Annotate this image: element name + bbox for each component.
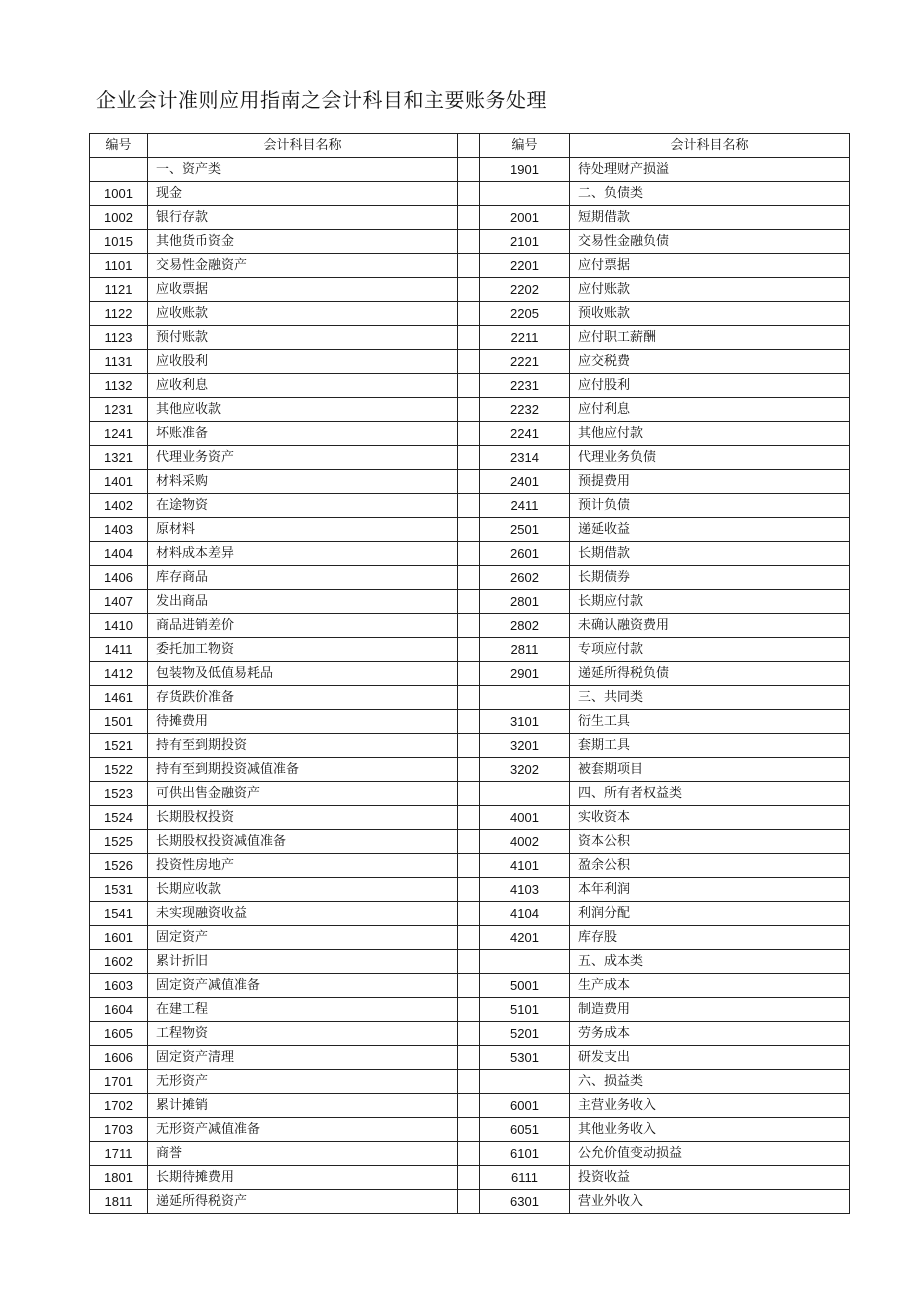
account-code-right: 2601 bbox=[480, 542, 570, 566]
account-code-left: 1801 bbox=[90, 1166, 148, 1190]
gap-cell bbox=[458, 1118, 480, 1142]
account-name-right: 被套期项目 bbox=[570, 758, 850, 782]
table-body bbox=[90, 158, 850, 1214]
header-code-right: 编号 bbox=[480, 134, 570, 158]
table-row bbox=[90, 302, 850, 326]
account-name-right: 短期借款 bbox=[570, 206, 850, 230]
account-code-left: 1241 bbox=[90, 422, 148, 446]
account-name-right: 预提费用 bbox=[570, 470, 850, 494]
account-code-right: 5201 bbox=[480, 1022, 570, 1046]
account-code-right: 6051 bbox=[480, 1118, 570, 1142]
table-row bbox=[90, 734, 850, 758]
account-name-left: 应收利息 bbox=[148, 374, 458, 398]
account-name-right: 资本公积 bbox=[570, 830, 850, 854]
account-name-right: 长期债券 bbox=[570, 566, 850, 590]
account-code-left: 1601 bbox=[90, 926, 148, 950]
table-row bbox=[90, 1046, 850, 1070]
account-code-left: 1321 bbox=[90, 446, 148, 470]
gap-cell bbox=[458, 638, 480, 662]
account-name-left: 长期待摊费用 bbox=[148, 1166, 458, 1190]
account-name-left: 在途物资 bbox=[148, 494, 458, 518]
account-name-left: 现金 bbox=[148, 182, 458, 206]
table-row bbox=[90, 518, 850, 542]
table-row bbox=[90, 542, 850, 566]
table-row bbox=[90, 902, 850, 926]
gap-cell bbox=[458, 278, 480, 302]
account-code-left: 1122 bbox=[90, 302, 148, 326]
gap-cell bbox=[458, 1142, 480, 1166]
account-code-left: 1411 bbox=[90, 638, 148, 662]
account-name-right: 二、负债类 bbox=[570, 182, 850, 206]
table-row bbox=[90, 806, 850, 830]
account-name-right: 应付账款 bbox=[570, 278, 850, 302]
gap-cell bbox=[458, 758, 480, 782]
header-code-left: 编号 bbox=[90, 134, 148, 158]
account-name-right: 应付票据 bbox=[570, 254, 850, 278]
account-name-left: 工程物资 bbox=[148, 1022, 458, 1046]
account-name-right: 主营业务收入 bbox=[570, 1094, 850, 1118]
account-code-left: 1711 bbox=[90, 1142, 148, 1166]
gap-cell bbox=[458, 518, 480, 542]
account-code-left: 1231 bbox=[90, 398, 148, 422]
account-code-right: 4201 bbox=[480, 926, 570, 950]
gap-cell bbox=[458, 350, 480, 374]
account-name-right: 待处理财产损溢 bbox=[570, 158, 850, 182]
gap-cell bbox=[458, 998, 480, 1022]
table-row bbox=[90, 614, 850, 638]
account-name-left: 应收账款 bbox=[148, 302, 458, 326]
account-code-right: 2314 bbox=[480, 446, 570, 470]
gap-cell bbox=[458, 782, 480, 806]
gap-cell bbox=[458, 566, 480, 590]
account-code-right: 4103 bbox=[480, 878, 570, 902]
gap-cell bbox=[458, 206, 480, 230]
account-name-right: 应交税费 bbox=[570, 350, 850, 374]
account-code-right: 2202 bbox=[480, 278, 570, 302]
account-code-right bbox=[480, 182, 570, 206]
table-row bbox=[90, 1166, 850, 1190]
table-row bbox=[90, 1070, 850, 1094]
account-code-right: 4101 bbox=[480, 854, 570, 878]
account-code-left: 1123 bbox=[90, 326, 148, 350]
gap-cell bbox=[458, 1022, 480, 1046]
account-name-right: 递延收益 bbox=[570, 518, 850, 542]
account-code-right: 6101 bbox=[480, 1142, 570, 1166]
gap-cell bbox=[458, 326, 480, 350]
account-name-left: 商誉 bbox=[148, 1142, 458, 1166]
account-code-right: 2802 bbox=[480, 614, 570, 638]
account-name-left: 无形资产减值准备 bbox=[148, 1118, 458, 1142]
account-code-right: 2801 bbox=[480, 590, 570, 614]
account-name-right: 公允价值变动损益 bbox=[570, 1142, 850, 1166]
gap-cell bbox=[458, 1190, 480, 1214]
account-name-left: 固定资产减值准备 bbox=[148, 974, 458, 998]
account-name-right: 交易性金融负债 bbox=[570, 230, 850, 254]
account-code-right: 4002 bbox=[480, 830, 570, 854]
table-row bbox=[90, 590, 850, 614]
account-code-right: 6001 bbox=[480, 1094, 570, 1118]
account-name-right: 四、所有者权益类 bbox=[570, 782, 850, 806]
account-name-right: 套期工具 bbox=[570, 734, 850, 758]
account-code-right: 6301 bbox=[480, 1190, 570, 1214]
account-name-left: 包装物及低值易耗品 bbox=[148, 662, 458, 686]
header-name-right: 会计科目名称 bbox=[570, 134, 850, 158]
table-row bbox=[90, 1190, 850, 1214]
account-code-right: 2001 bbox=[480, 206, 570, 230]
account-name-right: 应付股利 bbox=[570, 374, 850, 398]
account-code-right: 3201 bbox=[480, 734, 570, 758]
gap-cell bbox=[458, 926, 480, 950]
account-code-right: 2232 bbox=[480, 398, 570, 422]
account-name-left: 委托加工物资 bbox=[148, 638, 458, 662]
table-row bbox=[90, 470, 850, 494]
account-name-right: 代理业务负债 bbox=[570, 446, 850, 470]
account-code-right: 4001 bbox=[480, 806, 570, 830]
account-name-left: 应收票据 bbox=[148, 278, 458, 302]
table-row bbox=[90, 446, 850, 470]
gap-cell bbox=[458, 1094, 480, 1118]
account-name-right: 递延所得税负债 bbox=[570, 662, 850, 686]
gap-cell bbox=[458, 374, 480, 398]
gap-cell bbox=[458, 590, 480, 614]
account-name-right: 投资收益 bbox=[570, 1166, 850, 1190]
account-code-left: 1701 bbox=[90, 1070, 148, 1094]
gap-cell bbox=[458, 158, 480, 182]
account-name-right: 六、损益类 bbox=[570, 1070, 850, 1094]
account-name-right: 盈余公积 bbox=[570, 854, 850, 878]
gap-cell bbox=[458, 830, 480, 854]
account-name-right: 其他应付款 bbox=[570, 422, 850, 446]
table-row bbox=[90, 710, 850, 734]
gap-cell bbox=[458, 614, 480, 638]
table-row bbox=[90, 878, 850, 902]
gap-cell bbox=[458, 854, 480, 878]
account-code-left bbox=[90, 158, 148, 182]
table-row bbox=[90, 926, 850, 950]
account-code-right: 2101 bbox=[480, 230, 570, 254]
table-row bbox=[90, 566, 850, 590]
account-name-right: 制造费用 bbox=[570, 998, 850, 1022]
gap-cell bbox=[458, 422, 480, 446]
gap-cell bbox=[458, 230, 480, 254]
account-name-left: 坏账准备 bbox=[148, 422, 458, 446]
account-code-left: 1132 bbox=[90, 374, 148, 398]
account-name-left: 可供出售金融资产 bbox=[148, 782, 458, 806]
account-name-right: 利润分配 bbox=[570, 902, 850, 926]
table-row bbox=[90, 758, 850, 782]
gap-cell bbox=[458, 950, 480, 974]
account-code-left: 1501 bbox=[90, 710, 148, 734]
account-name-right: 劳务成本 bbox=[570, 1022, 850, 1046]
gap-cell bbox=[458, 542, 480, 566]
account-code-left: 1524 bbox=[90, 806, 148, 830]
account-name-left: 待摊费用 bbox=[148, 710, 458, 734]
account-code-left: 1541 bbox=[90, 902, 148, 926]
account-code-left: 1101 bbox=[90, 254, 148, 278]
account-name-right: 三、共同类 bbox=[570, 686, 850, 710]
table-row bbox=[90, 638, 850, 662]
account-code-right: 2201 bbox=[480, 254, 570, 278]
account-name-right: 长期借款 bbox=[570, 542, 850, 566]
account-name-right: 预计负债 bbox=[570, 494, 850, 518]
table-row bbox=[90, 230, 850, 254]
account-code-left: 1402 bbox=[90, 494, 148, 518]
account-name-right: 营业外收入 bbox=[570, 1190, 850, 1214]
document-title: 企业会计准则应用指南之会计科目和主要账务处理 bbox=[96, 88, 547, 112]
account-code-left: 1606 bbox=[90, 1046, 148, 1070]
account-code-left: 1002 bbox=[90, 206, 148, 230]
account-code-right: 2221 bbox=[480, 350, 570, 374]
account-name-right: 其他业务收入 bbox=[570, 1118, 850, 1142]
account-name-right: 长期应付款 bbox=[570, 590, 850, 614]
table-row bbox=[90, 1022, 850, 1046]
table-row bbox=[90, 422, 850, 446]
account-name-right: 库存股 bbox=[570, 926, 850, 950]
table-row bbox=[90, 350, 850, 374]
account-name-left: 代理业务资产 bbox=[148, 446, 458, 470]
account-code-right: 1901 bbox=[480, 158, 570, 182]
account-code-right bbox=[480, 686, 570, 710]
account-code-right bbox=[480, 1070, 570, 1094]
gap-cell bbox=[458, 1046, 480, 1070]
account-code-right: 2501 bbox=[480, 518, 570, 542]
account-code-right bbox=[480, 782, 570, 806]
account-name-left: 持有至到期投资减值准备 bbox=[148, 758, 458, 782]
account-code-left: 1121 bbox=[90, 278, 148, 302]
account-name-right: 本年利润 bbox=[570, 878, 850, 902]
account-name-left: 持有至到期投资 bbox=[148, 734, 458, 758]
header-name-left: 会计科目名称 bbox=[148, 134, 458, 158]
account-name-left: 长期股权投资 bbox=[148, 806, 458, 830]
table-row bbox=[90, 398, 850, 422]
account-name-left: 材料采购 bbox=[148, 470, 458, 494]
table-row bbox=[90, 830, 850, 854]
account-name-left: 无形资产 bbox=[148, 1070, 458, 1094]
gap-cell bbox=[458, 974, 480, 998]
account-name-right: 专项应付款 bbox=[570, 638, 850, 662]
gap-cell bbox=[458, 470, 480, 494]
account-name-left: 原材料 bbox=[148, 518, 458, 542]
gap-cell bbox=[458, 398, 480, 422]
account-name-right: 生产成本 bbox=[570, 974, 850, 998]
account-code-left: 1703 bbox=[90, 1118, 148, 1142]
account-name-left: 长期股权投资减值准备 bbox=[148, 830, 458, 854]
account-code-left: 1015 bbox=[90, 230, 148, 254]
gap-cell bbox=[458, 302, 480, 326]
account-code-right: 5101 bbox=[480, 998, 570, 1022]
accounts-table bbox=[89, 133, 850, 1214]
table-row bbox=[90, 662, 850, 686]
table-header-row bbox=[90, 134, 850, 158]
account-code-right: 2411 bbox=[480, 494, 570, 518]
account-code-right bbox=[480, 950, 570, 974]
gap-cell bbox=[458, 734, 480, 758]
table-row bbox=[90, 374, 850, 398]
account-code-left: 1811 bbox=[90, 1190, 148, 1214]
account-name-left: 累计折旧 bbox=[148, 950, 458, 974]
account-code-right: 2211 bbox=[480, 326, 570, 350]
account-code-left: 1001 bbox=[90, 182, 148, 206]
account-name-left: 发出商品 bbox=[148, 590, 458, 614]
account-code-right: 2231 bbox=[480, 374, 570, 398]
account-name-left: 其他应收款 bbox=[148, 398, 458, 422]
gap-cell bbox=[458, 1070, 480, 1094]
table-row bbox=[90, 998, 850, 1022]
table-row bbox=[90, 1118, 850, 1142]
account-name-left: 银行存款 bbox=[148, 206, 458, 230]
account-code-right: 4104 bbox=[480, 902, 570, 926]
account-code-right: 2205 bbox=[480, 302, 570, 326]
account-name-left: 投资性房地产 bbox=[148, 854, 458, 878]
account-name-left: 存货跌价准备 bbox=[148, 686, 458, 710]
account-name-left: 预付账款 bbox=[148, 326, 458, 350]
account-code-left: 1603 bbox=[90, 974, 148, 998]
table-row bbox=[90, 854, 850, 878]
account-code-left: 1522 bbox=[90, 758, 148, 782]
account-name-right: 应付利息 bbox=[570, 398, 850, 422]
gap-cell bbox=[458, 902, 480, 926]
account-code-left: 1404 bbox=[90, 542, 148, 566]
account-name-left: 在建工程 bbox=[148, 998, 458, 1022]
account-name-right: 应付职工薪酬 bbox=[570, 326, 850, 350]
account-code-right: 5301 bbox=[480, 1046, 570, 1070]
account-code-left: 1602 bbox=[90, 950, 148, 974]
account-name-left: 一、资产类 bbox=[148, 158, 458, 182]
account-name-right: 研发支出 bbox=[570, 1046, 850, 1070]
gap-cell bbox=[458, 1166, 480, 1190]
account-code-left: 1702 bbox=[90, 1094, 148, 1118]
account-name-right: 预收账款 bbox=[570, 302, 850, 326]
account-name-left: 长期应收款 bbox=[148, 878, 458, 902]
gap-cell bbox=[458, 182, 480, 206]
account-code-left: 1461 bbox=[90, 686, 148, 710]
account-name-left: 固定资产 bbox=[148, 926, 458, 950]
account-name-right: 未确认融资费用 bbox=[570, 614, 850, 638]
account-name-left: 材料成本差异 bbox=[148, 542, 458, 566]
account-name-left: 应收股利 bbox=[148, 350, 458, 374]
table-row bbox=[90, 1094, 850, 1118]
account-code-left: 1407 bbox=[90, 590, 148, 614]
gap-cell bbox=[458, 878, 480, 902]
table-row bbox=[90, 686, 850, 710]
account-code-right: 2241 bbox=[480, 422, 570, 446]
account-name-left: 其他货币资金 bbox=[148, 230, 458, 254]
account-code-right: 3202 bbox=[480, 758, 570, 782]
account-code-left: 1526 bbox=[90, 854, 148, 878]
account-code-right: 2602 bbox=[480, 566, 570, 590]
account-code-left: 1410 bbox=[90, 614, 148, 638]
table-row bbox=[90, 974, 850, 998]
table-row bbox=[90, 494, 850, 518]
account-code-right: 6111 bbox=[480, 1166, 570, 1190]
account-name-left: 未实现融资收益 bbox=[148, 902, 458, 926]
account-code-left: 1131 bbox=[90, 350, 148, 374]
account-code-right: 2811 bbox=[480, 638, 570, 662]
gap-cell bbox=[458, 662, 480, 686]
table-row bbox=[90, 278, 850, 302]
gap-cell bbox=[458, 446, 480, 470]
table-row bbox=[90, 254, 850, 278]
account-code-right: 5001 bbox=[480, 974, 570, 998]
account-name-left: 商品进销差价 bbox=[148, 614, 458, 638]
account-name-left: 交易性金融资产 bbox=[148, 254, 458, 278]
table-row bbox=[90, 950, 850, 974]
account-code-left: 1523 bbox=[90, 782, 148, 806]
account-name-left: 固定资产清理 bbox=[148, 1046, 458, 1070]
account-code-left: 1531 bbox=[90, 878, 148, 902]
account-code-left: 1403 bbox=[90, 518, 148, 542]
account-code-left: 1605 bbox=[90, 1022, 148, 1046]
account-code-left: 1604 bbox=[90, 998, 148, 1022]
gap-cell bbox=[458, 686, 480, 710]
account-code-left: 1406 bbox=[90, 566, 148, 590]
table-row bbox=[90, 326, 850, 350]
account-name-right: 实收资本 bbox=[570, 806, 850, 830]
table-row bbox=[90, 182, 850, 206]
gap-cell bbox=[458, 494, 480, 518]
account-code-right: 3101 bbox=[480, 710, 570, 734]
account-name-left: 累计摊销 bbox=[148, 1094, 458, 1118]
gap-cell bbox=[458, 254, 480, 278]
account-code-right: 2401 bbox=[480, 470, 570, 494]
account-code-right: 2901 bbox=[480, 662, 570, 686]
account-name-left: 库存商品 bbox=[148, 566, 458, 590]
gap-cell bbox=[458, 710, 480, 734]
account-code-left: 1521 bbox=[90, 734, 148, 758]
account-name-right: 五、成本类 bbox=[570, 950, 850, 974]
account-name-right: 衍生工具 bbox=[570, 710, 850, 734]
account-code-left: 1412 bbox=[90, 662, 148, 686]
header-gap bbox=[458, 134, 480, 158]
table-row bbox=[90, 206, 850, 230]
account-code-left: 1401 bbox=[90, 470, 148, 494]
gap-cell bbox=[458, 806, 480, 830]
account-name-left: 递延所得税资产 bbox=[148, 1190, 458, 1214]
table-row bbox=[90, 1142, 850, 1166]
table-row bbox=[90, 158, 850, 182]
table-row bbox=[90, 782, 850, 806]
account-code-left: 1525 bbox=[90, 830, 148, 854]
